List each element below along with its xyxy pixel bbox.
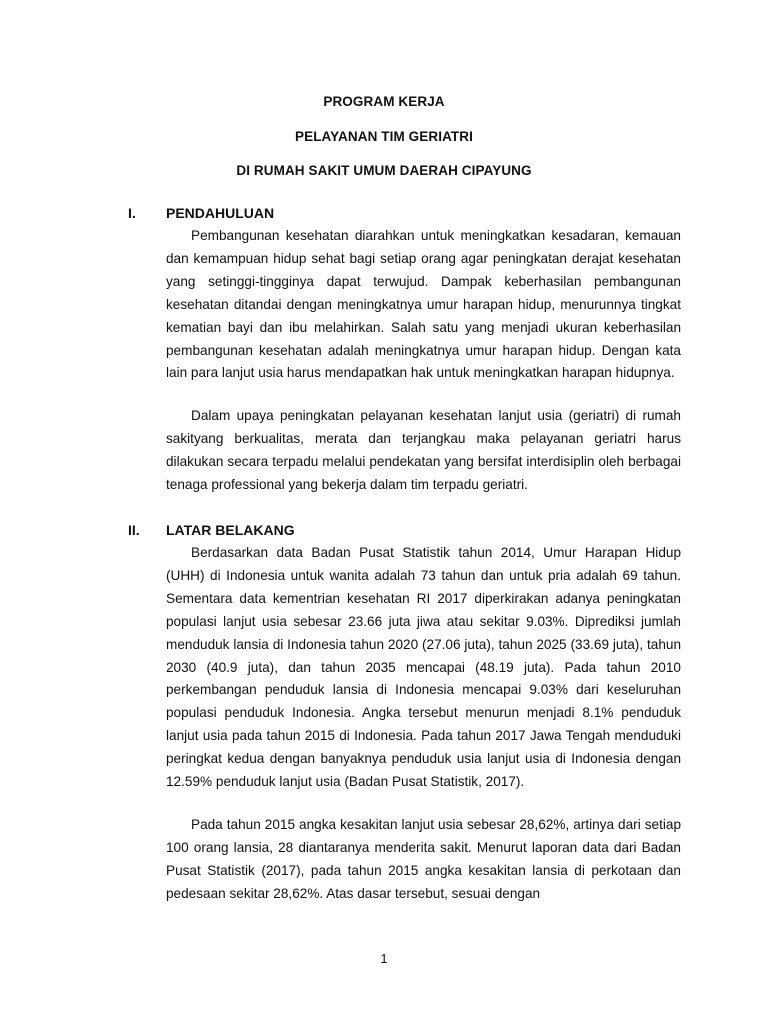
section-heading-latar-belakang: LATAR BELAKANG: [166, 522, 295, 538]
section-heading-pendahuluan: PENDAHULUAN: [166, 205, 275, 221]
section-number-1: I.: [128, 205, 136, 221]
paragraph-pendahuluan-2: Dalam upaya peningkatan pelayanan kesehatan lanjut usia (geriatri) di rumah sakityang berkualitas, merata dan terjangkau maka pelayanan geriatri harus dilakukan secara terpadu melalui pendekatan yang bersifat interdisiplin oleh berbagai tenaga professional yang bekerja dalam tim terpadu geriatri.: [166, 408, 681, 492]
paragraph-pendahuluan-1: Pembangunan kesehatan diarahkan untuk meningkatkan kesadaran, kemauan dan kemampuan hidup sehat bagi setiap orang agar peningkatan derajat kesehatan yang setinggi-tingginya dapat terwujud. Dampak keberhasilan pembangunan kesehatan ditandai dengan meningkatnya umur harapan hidup, menurunnya tingkat kematian bayi dan ibu melahirkan. Salah satu yang menjadi ukuran keberhasilan pembangunan kesehatan adalah meningkatnya umur harapan hidup. Dengan kata lain para lanjut usia harus mendapatkan hak untuk meningkatkan harapan hidupnya.: [166, 228, 681, 381]
section-number-2: II.: [128, 522, 140, 538]
document-subtitle: PELAYANAN TIM GERIATRI: [295, 129, 473, 144]
paragraph-latar-belakang-2: Pada tahun 2015 angka kesakitan lanjut usia sebesar 28,62%, artinya dari setiap 100 orang lansia, 28 diantaranya menderita sakit. Menurut laporan data dari Badan Pusat Statistik (2017), pada tahun 2015 angka kesakitan lansia di perkotaan dan pedesaan sekitar 28,62%. Atas dasar tersebut, sesuai dengan: [166, 817, 681, 901]
document-title: PROGRAM KERJA: [323, 94, 445, 109]
document-subtitle-location: DI RUMAH SAKIT UMUM DAERAH CIPAYUNG: [236, 163, 532, 178]
page-number: 1: [380, 951, 388, 966]
paragraph-latar-belakang-1: Berdasarkan data Badan Pusat Statistik tahun 2014, Umur Harapan Hidup (UHH) di Indonesia untuk wanita adalah 73 tahun dan untuk pria adalah 69 tahun. Sementara data kementrian kesehatan RI 2017 diperkirakan adanya peningkatan populasi lanjut usia sebesar 23.66 juta jiwa atau sekitar 9.03%. Diprediksi jumlah menduduk lansia di Indonesia tahun 2020 (27.06 juta), tahun 2025 (33.69 juta), tahun 2030 (40.9 juta), dan tahun 2035 mencapai (48.19 juta). Pada tahun 2010 perkembangan penduduk lansia di Indonesia mencapai 9.03% dari keseluruhan populasi penduduk Indonesia. Angka tersebut menurun menjadi 8.1% penduduk lanjut usia pada tahun 2015 di Indonesia. Pada tahun 2017 Jawa Tengah menduduki peringkat kedua dengan banyaknya penduduk usia lanjut usia di Indonesia dengan 12.59% penduduk lanjut usia (Badan Pusat Statistik, 2017).: [166, 545, 681, 790]
